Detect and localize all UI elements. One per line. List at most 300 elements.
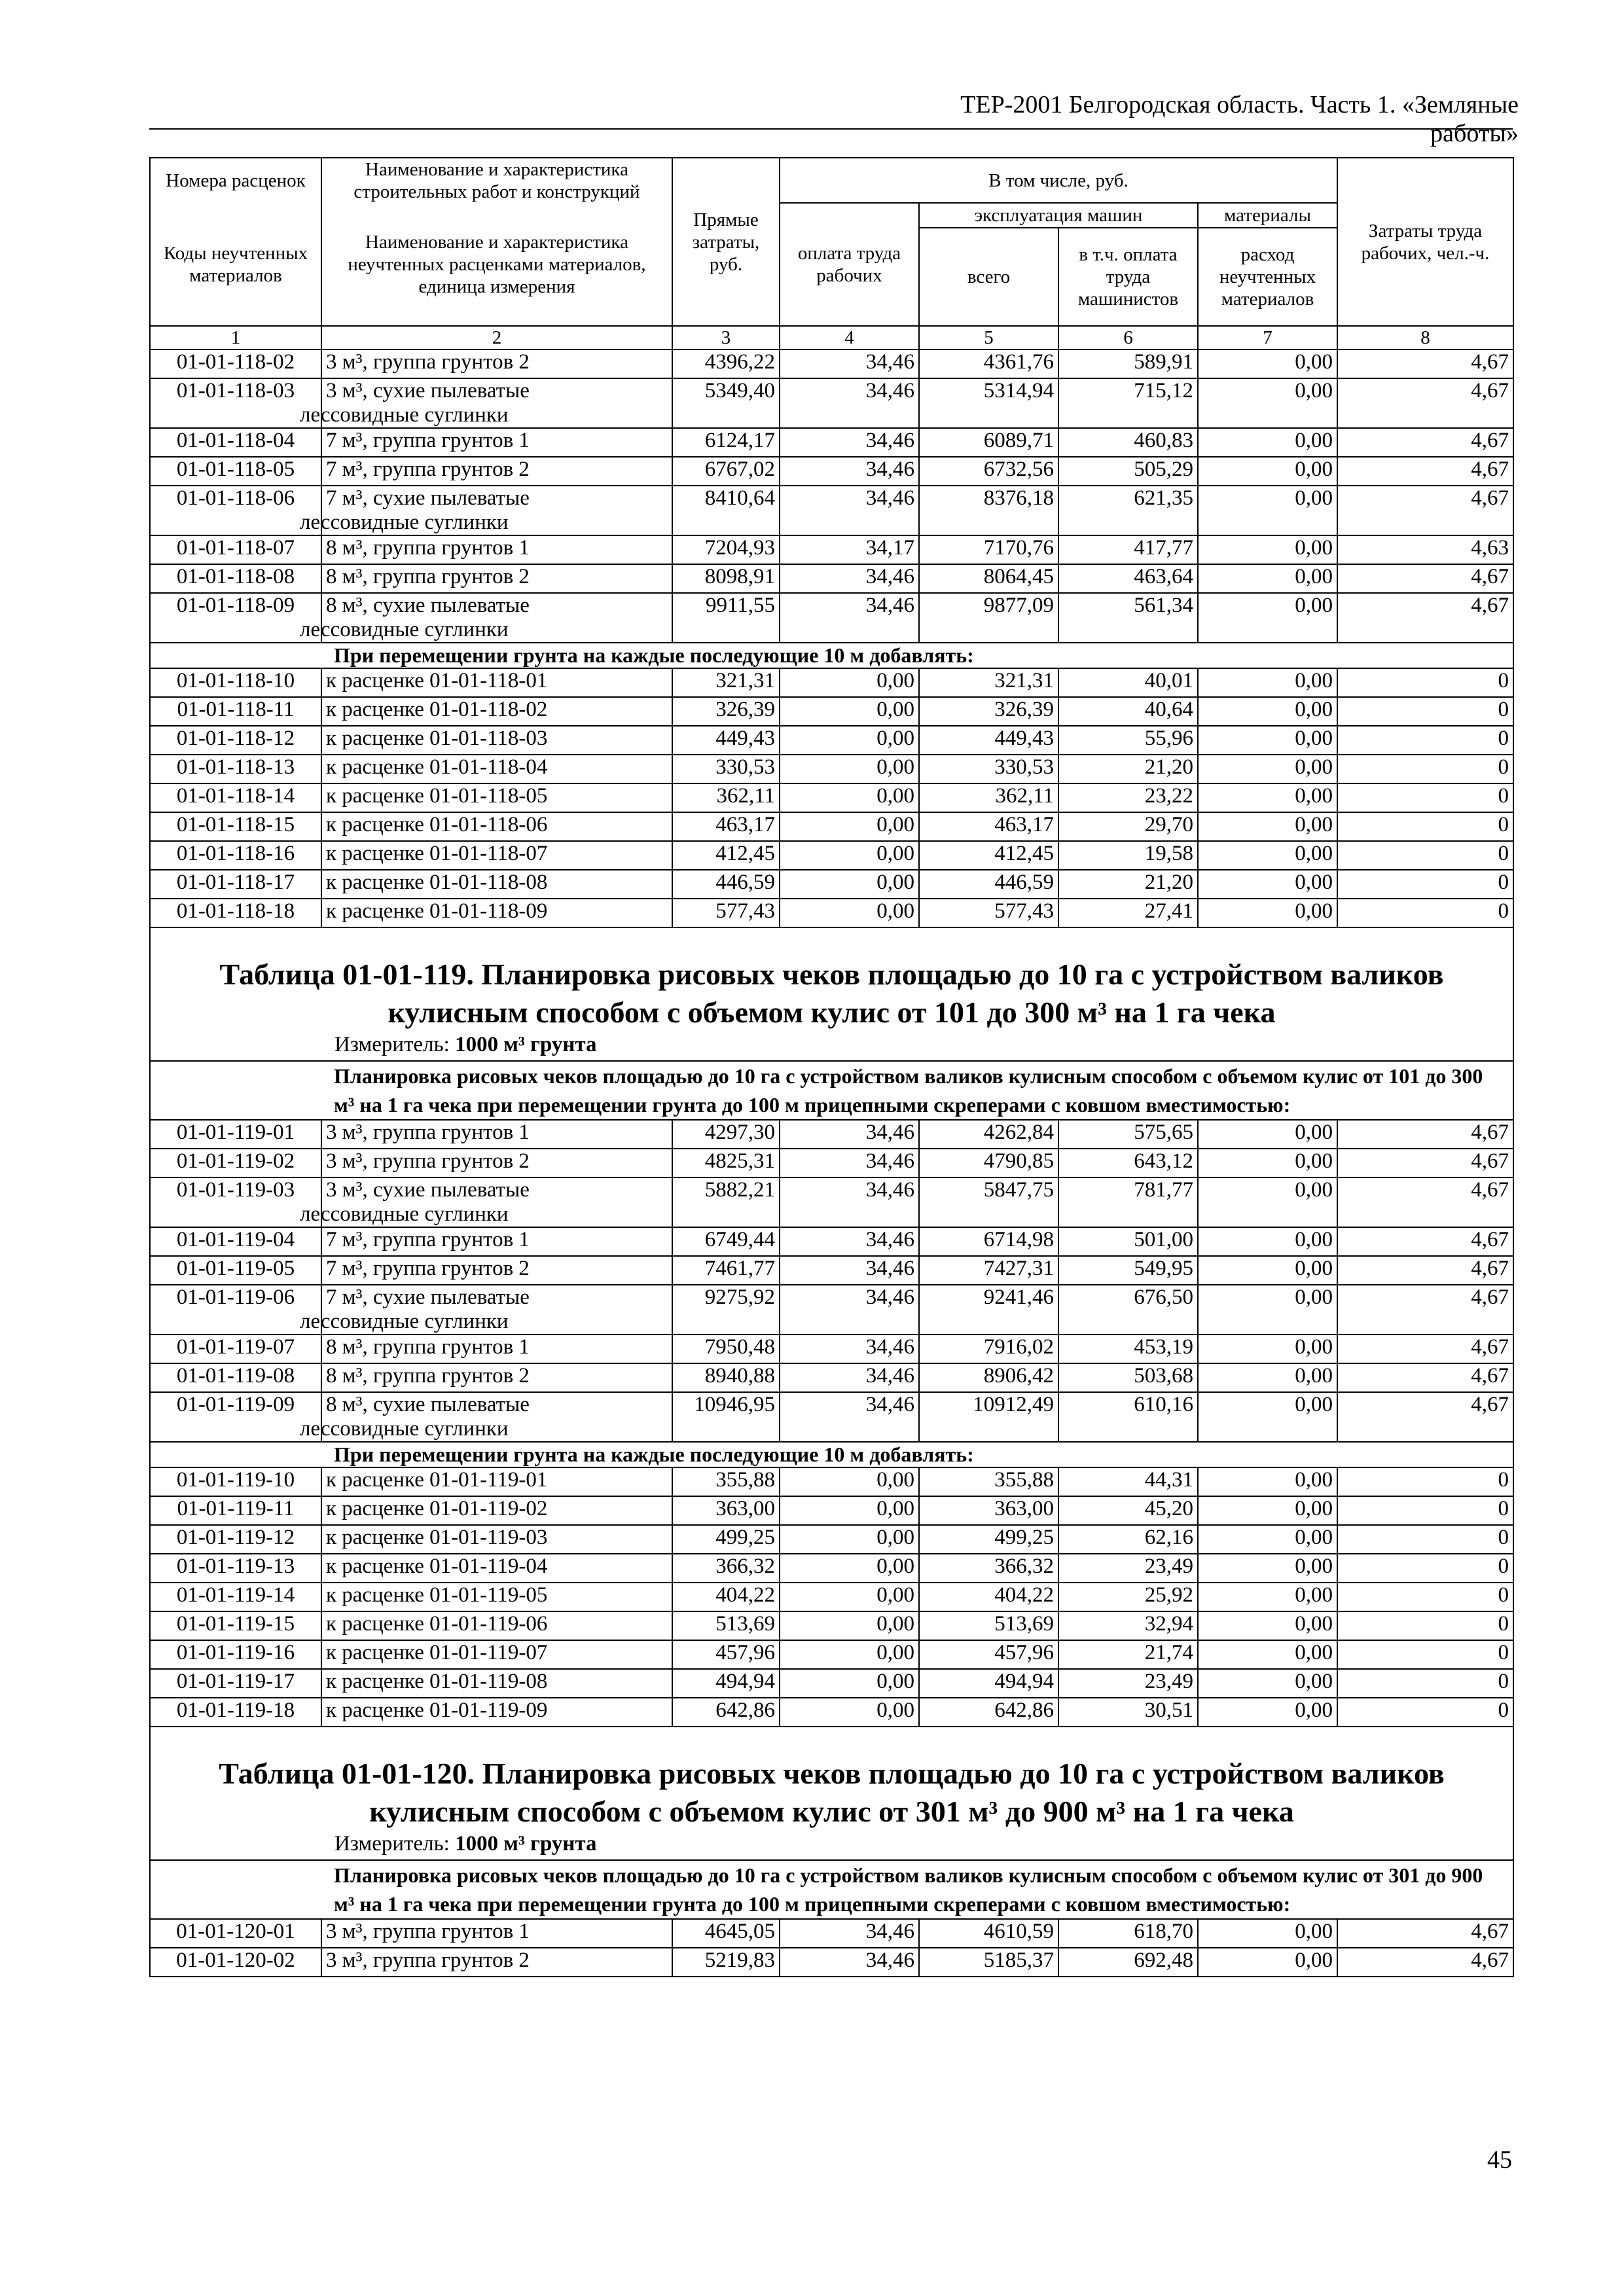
work-description: [321, 428, 672, 457]
cell-direct: 513,69: [672, 1611, 780, 1640]
cell-materials: 0,00: [1198, 668, 1337, 697]
cell-hours: 4,67: [1337, 486, 1513, 535]
cell-direct: 4645,05: [672, 1919, 780, 1948]
work-description-line: 8 м³, группа грунтов 1: [326, 1335, 530, 1359]
cell-operators: 643,12: [1058, 1149, 1198, 1177]
cell-operators: 30,51: [1058, 1698, 1198, 1727]
work-description: [321, 870, 672, 899]
rate-code: 01-01-119-04: [150, 1227, 321, 1256]
cell-direct: 9275,92: [672, 1285, 780, 1335]
work-description-line: к расценке 01-01-119-03: [326, 1526, 548, 1549]
column-number: 2: [321, 326, 672, 350]
work-description: [321, 755, 672, 783]
cell-hours: 4,67: [1337, 350, 1513, 378]
cell-materials: 0,00: [1198, 428, 1337, 457]
cell-direct: 9911,55: [672, 593, 780, 643]
cell-operators: 503,68: [1058, 1363, 1198, 1392]
cell-direct: 494,94: [672, 1669, 780, 1698]
work-description: [321, 841, 672, 870]
cell-labor: 34,46: [780, 1177, 919, 1227]
table-title-line1: Таблица 01-01-120. Планировка рисовых чеков площадью до 10 га с устройством валиков: [219, 1757, 1445, 1790]
cell-labor: 34,46: [780, 428, 919, 457]
rate-code: 01-01-119-11: [150, 1496, 321, 1525]
table-row: [150, 1120, 1513, 1149]
cell-hours: 4,67: [1337, 1149, 1513, 1177]
cell-labor: 34,46: [780, 1120, 919, 1149]
work-description-line: к расценке 01-01-118-02: [326, 698, 548, 721]
cell-labor: 0,00: [780, 1496, 919, 1525]
work-description: [321, 1525, 672, 1554]
work-description-line: 8 м³, группа грунтов 1: [326, 536, 530, 560]
cell-machines: 457,96: [919, 1640, 1058, 1669]
table-row: [150, 1227, 1513, 1256]
work-description: [321, 697, 672, 726]
cell-labor: 0,00: [780, 1583, 919, 1611]
column-number: 8: [1337, 326, 1513, 350]
rate-code: 01-01-119-07: [150, 1335, 321, 1363]
measurement-unit: [151, 1031, 1513, 1060]
rate-code: 01-01-118-11: [150, 697, 321, 726]
cell-direct: 463,17: [672, 812, 780, 841]
cell-operators: 692,48: [1058, 1948, 1198, 1977]
rate-code: 01-01-119-14: [150, 1583, 321, 1611]
cell-operators: 575,65: [1058, 1120, 1198, 1149]
rate-code: 01-01-118-12: [150, 726, 321, 755]
work-description-line: к расценке 01-01-119-02: [326, 1497, 548, 1520]
cell-labor: 34,46: [780, 1256, 919, 1285]
cell-operators: 463,64: [1058, 564, 1198, 593]
work-description-line: к расценке 01-01-119-04: [326, 1554, 548, 1578]
section-description: Планировка рисовых чеков площадью до 10 га с устройством валиков кулисным способом с объемом кулис от 301 до 900 м³ на 1 га чека при перемещении грунта до 100 м прицепными скреперами с ковшом вместимостью:: [150, 1860, 1513, 1919]
cell-hours: 4,67: [1337, 564, 1513, 593]
cell-machines: 642,86: [919, 1698, 1058, 1727]
work-description-line: 7 м³, сухие пылеватые: [326, 1285, 530, 1309]
cell-labor: 34,46: [780, 1919, 919, 1948]
header-work-name: Наименование и характеристика строительных работ и конструкций: [321, 158, 672, 203]
cell-hours: 0: [1337, 812, 1513, 841]
work-description: [321, 783, 672, 812]
cell-direct: 404,22: [672, 1583, 780, 1611]
cell-operators: 21,74: [1058, 1640, 1198, 1669]
measurement-label: Измеритель:: [334, 1832, 450, 1856]
work-description-line: 7 м³, группа грунтов 1: [326, 429, 530, 452]
work-description-line: к расценке 01-01-119-06: [326, 1612, 548, 1636]
cell-hours: 0: [1337, 899, 1513, 927]
cell-operators: 453,19: [1058, 1335, 1198, 1363]
rate-code: 01-01-118-17: [150, 870, 321, 899]
cell-operators: 62,16: [1058, 1525, 1198, 1554]
rate-code: 01-01-119-15: [150, 1611, 321, 1640]
measurement-value: 1000 м³ грунта: [455, 1033, 597, 1056]
cell-direct: 499,25: [672, 1525, 780, 1554]
work-description-line: к расценке 01-01-119-07: [326, 1641, 548, 1664]
work-description-line: 8 м³, группа грунтов 2: [326, 1364, 530, 1388]
rate-code: 01-01-120-02: [150, 1948, 321, 1977]
cell-machines: 6089,71: [919, 428, 1058, 457]
cell-direct: 355,88: [672, 1467, 780, 1496]
work-description: [321, 457, 672, 486]
cell-machines: 446,59: [919, 870, 1058, 899]
rate-code: 01-01-119-13: [150, 1554, 321, 1583]
cell-machines: 330,53: [919, 755, 1058, 783]
cell-operators: 32,94: [1058, 1611, 1198, 1640]
cell-materials: 0,00: [1198, 350, 1337, 378]
table-row: [150, 1335, 1513, 1363]
cell-labor: 0,00: [780, 899, 919, 927]
cell-machines: 5314,94: [919, 378, 1058, 428]
work-description: [321, 564, 672, 593]
cell-machines: 412,45: [919, 841, 1058, 870]
cell-machines: 404,22: [919, 1583, 1058, 1611]
cell-direct: 577,43: [672, 899, 780, 927]
cell-operators: 44,31: [1058, 1467, 1198, 1496]
cell-direct: 10946,95: [672, 1392, 780, 1442]
table-row: [150, 1554, 1513, 1583]
cell-materials: 0,00: [1198, 755, 1337, 783]
header-machines-total: всего: [919, 228, 1058, 326]
header-unaccounted-materials: расход неучтенных материалов: [1198, 228, 1337, 326]
cell-labor: 0,00: [780, 812, 919, 841]
cell-hours: 0: [1337, 1669, 1513, 1698]
cell-labor: 0,00: [780, 1669, 919, 1698]
work-description-line: к расценке 01-01-118-01: [326, 669, 548, 692]
work-description-line: 3 м³, сухие пылеватые: [326, 1178, 530, 1202]
cell-hours: 0: [1337, 755, 1513, 783]
work-description-continuation: лессовидные суглинки: [300, 1310, 509, 1333]
work-description-line: к расценке 01-01-119-05: [326, 1583, 548, 1607]
table-row: [150, 841, 1513, 870]
work-description: [321, 1669, 672, 1698]
page-header: ТЕР-2001 Белгородская область. Часть 1. «Земляные работы»: [960, 91, 1519, 147]
cell-hours: 4,67: [1337, 1919, 1513, 1948]
cell-materials: 0,00: [1198, 1640, 1337, 1669]
cell-labor: 0,00: [780, 1525, 919, 1554]
cell-hours: 4,67: [1337, 1335, 1513, 1363]
cell-hours: 4,63: [1337, 535, 1513, 564]
cell-hours: 0: [1337, 697, 1513, 726]
column-number: 3: [672, 326, 780, 350]
cell-direct: 363,00: [672, 1496, 780, 1525]
cell-hours: 0: [1337, 783, 1513, 812]
table-row: [150, 428, 1513, 457]
cell-machines: 10912,49: [919, 1392, 1058, 1442]
cell-labor: 0,00: [780, 870, 919, 899]
cell-machines: 9877,09: [919, 593, 1058, 643]
cell-materials: 0,00: [1198, 783, 1337, 812]
rate-code: 01-01-118-15: [150, 812, 321, 841]
table-row: [150, 697, 1513, 726]
rate-code: 01-01-119-09: [150, 1392, 321, 1442]
cell-direct: 6767,02: [672, 457, 780, 486]
cell-labor: 0,00: [780, 1698, 919, 1727]
rate-code: 01-01-119-03: [150, 1177, 321, 1227]
cell-direct: 8410,64: [672, 486, 780, 535]
cell-direct: 321,31: [672, 668, 780, 697]
cell-machines: 513,69: [919, 1611, 1058, 1640]
table-row: [150, 1919, 1513, 1948]
cell-operators: 589,91: [1058, 350, 1198, 378]
cell-materials: 0,00: [1198, 1256, 1337, 1285]
work-description: [321, 726, 672, 755]
rate-code: 01-01-119-01: [150, 1120, 321, 1149]
cell-hours: 0: [1337, 841, 1513, 870]
cell-direct: 7950,48: [672, 1335, 780, 1363]
cell-hours: 4,67: [1337, 1392, 1513, 1442]
work-description-line: к расценке 01-01-118-09: [326, 899, 548, 923]
cell-machines: 8064,45: [919, 564, 1058, 593]
table-row: [150, 870, 1513, 899]
column-number: 6: [1058, 326, 1198, 350]
cell-direct: 4297,30: [672, 1120, 780, 1149]
cell-materials: 0,00: [1198, 593, 1337, 643]
cell-machines: 4361,76: [919, 350, 1058, 378]
cell-hours: 4,67: [1337, 593, 1513, 643]
cell-machines: 6732,56: [919, 457, 1058, 486]
cell-labor: 34,46: [780, 486, 919, 535]
table-title-row: [150, 1727, 1513, 1860]
header-rule: [149, 128, 1513, 130]
cell-direct: 4396,22: [672, 350, 780, 378]
table-body: [150, 350, 1513, 1977]
cell-machines: 5185,37: [919, 1948, 1058, 1977]
cell-machines: 9241,46: [919, 1285, 1058, 1335]
work-description: [321, 668, 672, 697]
cell-materials: 0,00: [1198, 1611, 1337, 1640]
table-row: [150, 1149, 1513, 1177]
cell-materials: 0,00: [1198, 1554, 1337, 1583]
work-description: [321, 812, 672, 841]
rate-code: 01-01-119-05: [150, 1256, 321, 1285]
cell-labor: 0,00: [780, 1640, 919, 1669]
work-description-line: 8 м³, сухие пылеватые: [326, 594, 530, 617]
cell-materials: 0,00: [1198, 1177, 1337, 1227]
work-description: [321, 1467, 672, 1496]
header-direct-costs: Прямые затраты, руб.: [672, 158, 780, 326]
table-row: [150, 1467, 1513, 1496]
cell-operators: 29,70: [1058, 812, 1198, 841]
cell-labor: 34,46: [780, 1285, 919, 1335]
cell-direct: 5882,21: [672, 1177, 780, 1227]
table-row: [150, 668, 1513, 697]
table-title-row: [150, 927, 1513, 1061]
column-number: 7: [1198, 326, 1337, 350]
rate-code: 01-01-118-08: [150, 564, 321, 593]
work-description-line: к расценке 01-01-118-08: [326, 870, 548, 894]
work-description: [321, 1120, 672, 1149]
cell-machines: 326,39: [919, 697, 1058, 726]
rate-code: 01-01-118-07: [150, 535, 321, 564]
cell-operators: 417,77: [1058, 535, 1198, 564]
table-row: [150, 378, 1513, 428]
cell-labor: 0,00: [780, 697, 919, 726]
table-title-cell: [150, 1727, 1513, 1860]
cell-hours: 0: [1337, 1554, 1513, 1583]
cell-machines: 7427,31: [919, 1256, 1058, 1285]
work-description-continuation: лессовидные суглинки: [300, 511, 509, 534]
cell-machines: 355,88: [919, 1467, 1058, 1496]
table-row: [150, 1496, 1513, 1525]
cell-operators: 19,58: [1058, 841, 1198, 870]
cell-materials: 0,00: [1198, 1120, 1337, 1149]
table-row: [150, 1285, 1513, 1335]
work-description: [300, 1392, 672, 1442]
header-operators-pay: в т.ч. оплата труда машинистов: [1058, 228, 1198, 326]
cell-hours: 4,67: [1337, 378, 1513, 428]
work-description-line: 3 м³, группа грунтов 1: [326, 1121, 530, 1144]
work-description: [300, 486, 672, 535]
cell-direct: 330,53: [672, 755, 780, 783]
cell-operators: 23,22: [1058, 783, 1198, 812]
cell-labor: 34,46: [780, 1227, 919, 1256]
cell-direct: 8940,88: [672, 1363, 780, 1392]
work-description: [300, 1177, 672, 1227]
work-description-line: 3 м³, группа грунтов 2: [326, 1948, 530, 1972]
work-description: [300, 378, 672, 428]
rate-code: 01-01-118-02: [150, 350, 321, 378]
rate-code: 01-01-119-12: [150, 1525, 321, 1554]
cell-hours: 4,67: [1337, 1285, 1513, 1335]
cell-materials: 0,00: [1198, 899, 1337, 927]
cell-hours: 0: [1337, 1611, 1513, 1640]
cell-operators: 21,20: [1058, 755, 1198, 783]
cell-materials: 0,00: [1198, 1496, 1337, 1525]
cell-operators: 618,70: [1058, 1919, 1198, 1948]
work-description-continuation: лессовидные суглинки: [300, 618, 509, 641]
cell-direct: 446,59: [672, 870, 780, 899]
rate-code: 01-01-118-03: [150, 378, 321, 428]
cell-hours: 0: [1337, 870, 1513, 899]
table-row: [150, 812, 1513, 841]
work-description-continuation: лессовидные суглинки: [300, 1417, 509, 1441]
cell-direct: 412,45: [672, 841, 780, 870]
work-description-continuation: лессовидные суглинки: [300, 1202, 509, 1226]
header-material-names: Наименование и характеристика неучтенных расценками материалов, единица измерения: [321, 203, 672, 326]
cell-labor: 34,46: [780, 1335, 919, 1363]
section-subheading-row: [150, 643, 1513, 668]
rate-code: 01-01-118-04: [150, 428, 321, 457]
cell-machines: 6714,98: [919, 1227, 1058, 1256]
cell-machines: 366,32: [919, 1554, 1058, 1583]
cell-materials: 0,00: [1198, 1285, 1337, 1335]
cell-machines: 321,31: [919, 668, 1058, 697]
cell-direct: 6749,44: [672, 1227, 780, 1256]
table-title-cell: [150, 927, 1513, 1061]
work-description: [321, 1919, 672, 1948]
work-description-line: к расценке 01-01-119-09: [326, 1698, 548, 1722]
cell-labor: 0,00: [780, 668, 919, 697]
rate-code: 01-01-119-08: [150, 1363, 321, 1392]
cell-direct: 5349,40: [672, 378, 780, 428]
cell-direct: 4825,31: [672, 1149, 780, 1177]
table-row: [150, 1698, 1513, 1727]
cell-materials: 0,00: [1198, 1467, 1337, 1496]
header-labor-hours: Затраты труда рабочих, чел.-ч.: [1337, 158, 1513, 326]
work-description: [321, 1640, 672, 1669]
cell-labor: 0,00: [780, 755, 919, 783]
rate-code: 01-01-119-10: [150, 1467, 321, 1496]
cell-materials: 0,00: [1198, 841, 1337, 870]
work-description: [321, 535, 672, 564]
cell-labor: 34,46: [780, 1392, 919, 1442]
work-description: [321, 1227, 672, 1256]
cell-hours: 0: [1337, 1496, 1513, 1525]
cell-hours: 4,67: [1337, 1177, 1513, 1227]
cell-machines: 499,25: [919, 1525, 1058, 1554]
cell-operators: 25,92: [1058, 1583, 1198, 1611]
work-description: [321, 1611, 672, 1640]
rate-code: 01-01-119-06: [150, 1285, 321, 1335]
rate-code: 01-01-118-18: [150, 899, 321, 927]
cell-labor: 34,46: [780, 593, 919, 643]
cell-direct: 457,96: [672, 1640, 780, 1669]
work-description: [321, 1363, 672, 1392]
section-description-row: [150, 1860, 1513, 1919]
header-materials: материалы: [1198, 203, 1337, 228]
cell-labor: 0,00: [780, 1554, 919, 1583]
cell-materials: 0,00: [1198, 697, 1337, 726]
work-description: [300, 1285, 672, 1335]
work-description: [321, 350, 672, 378]
work-description: [321, 1335, 672, 1363]
table-row: [150, 1363, 1513, 1392]
section-subheading: При перемещении грунта на каждые последующие 10 м добавлять:: [150, 643, 1513, 668]
page-number: 45: [1487, 2146, 1512, 2174]
cell-materials: 0,00: [1198, 564, 1337, 593]
cell-direct: 449,43: [672, 726, 780, 755]
cell-materials: 0,00: [1198, 1948, 1337, 1977]
measurement-unit: [151, 1831, 1513, 1859]
cell-direct: 8098,91: [672, 564, 780, 593]
cell-materials: 0,00: [1198, 1149, 1337, 1177]
measurement-label: Измеритель:: [334, 1033, 450, 1056]
cell-hours: 0: [1337, 1525, 1513, 1554]
cell-labor: 34,46: [780, 1149, 919, 1177]
cell-operators: 501,00: [1058, 1227, 1198, 1256]
cell-machines: 8376,18: [919, 486, 1058, 535]
cell-materials: 0,00: [1198, 1919, 1337, 1948]
table-title-line2: кулисным способом с объемом кулис от 301 м³ до 900 м³ на 1 га чека: [369, 1795, 1294, 1828]
cell-materials: 0,00: [1198, 1583, 1337, 1611]
cell-hours: 4,67: [1337, 1948, 1513, 1977]
cell-hours: 0: [1337, 1640, 1513, 1669]
cell-operators: 40,64: [1058, 697, 1198, 726]
table-row: [150, 1669, 1513, 1698]
cell-hours: 0: [1337, 668, 1513, 697]
cell-hours: 4,67: [1337, 1120, 1513, 1149]
cell-operators: 45,20: [1058, 1496, 1198, 1525]
cell-operators: 27,41: [1058, 899, 1198, 927]
cell-labor: 34,46: [780, 378, 919, 428]
cell-operators: 561,34: [1058, 593, 1198, 643]
table-row: [150, 1392, 1513, 1442]
cell-labor: 34,46: [780, 350, 919, 378]
cell-materials: 0,00: [1198, 1698, 1337, 1727]
table-row: [150, 1256, 1513, 1285]
rate-code: 01-01-119-16: [150, 1640, 321, 1669]
cell-machines: 577,43: [919, 899, 1058, 927]
rate-code: 01-01-120-01: [150, 1919, 321, 1948]
work-description-line: 8 м³, сухие пылеватые: [326, 1393, 530, 1416]
table-row: [150, 486, 1513, 535]
measurement-value: 1000 м³ грунта: [455, 1832, 597, 1856]
cell-materials: 0,00: [1198, 726, 1337, 755]
work-description: [321, 1256, 672, 1285]
work-description: [321, 1496, 672, 1525]
table-row: [150, 755, 1513, 783]
cell-direct: 5219,83: [672, 1948, 780, 1977]
work-description-line: к расценке 01-01-118-07: [326, 842, 548, 865]
cell-operators: 610,16: [1058, 1392, 1198, 1442]
